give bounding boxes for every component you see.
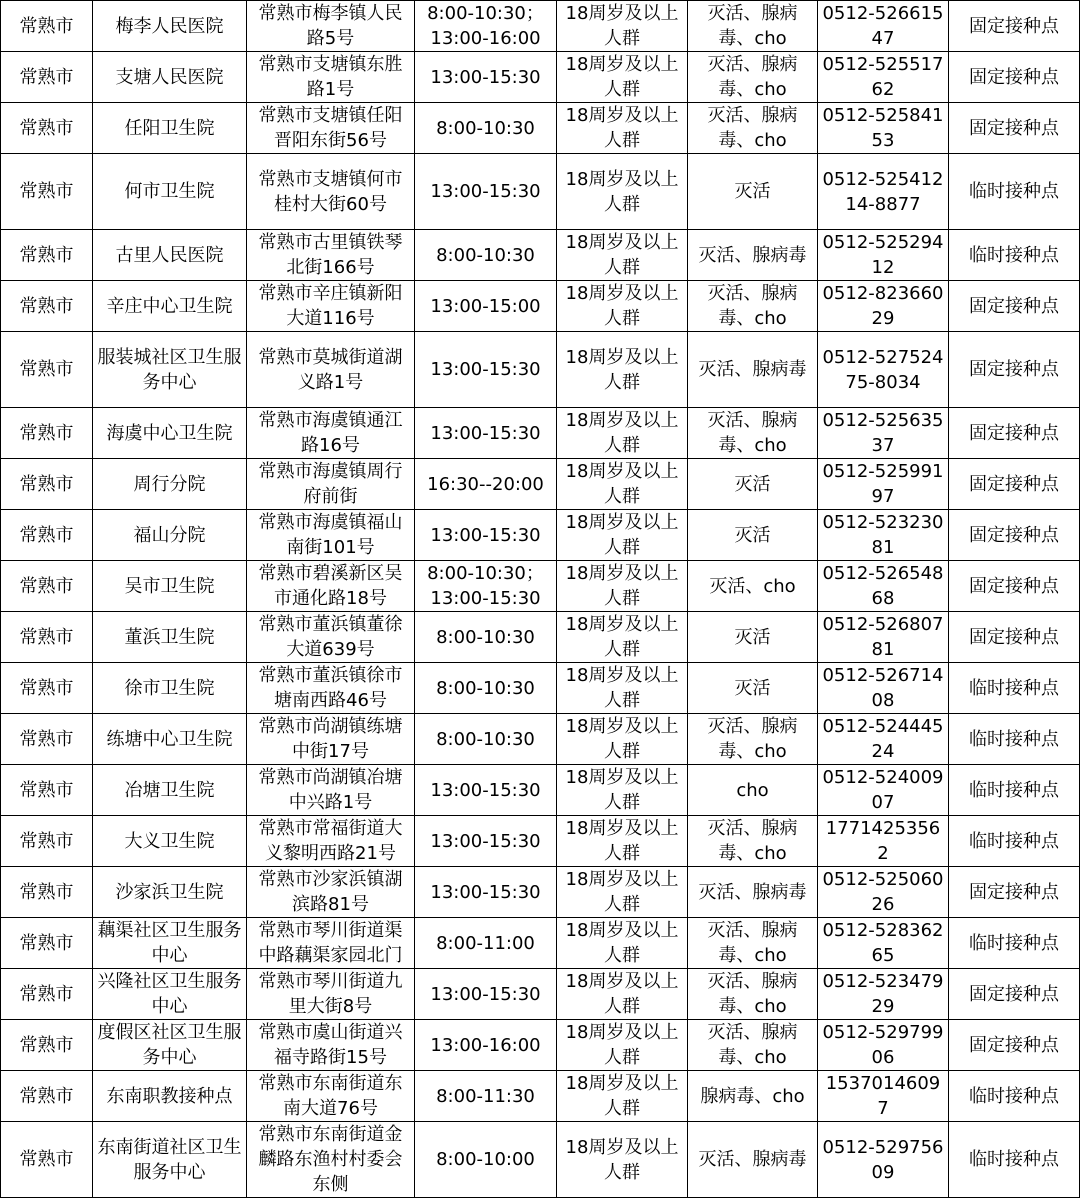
- site-name-cell: 周行分院: [93, 459, 247, 510]
- address-cell: 常熟市常福街道大义黎明西路21号: [247, 816, 415, 867]
- vaccine-type-cell: 灭活: [688, 612, 818, 663]
- address-cell: 常熟市海虞镇福山南街101号: [247, 510, 415, 561]
- site-name-cell: 东南街道社区卫生服务中心: [93, 1122, 247, 1198]
- hours-cell: 8:00-10:30: [415, 103, 557, 154]
- table-row: [1, 561, 1080, 612]
- phone-cell: 0512-52836265: [818, 918, 949, 969]
- vaccine-type-cell: 腺病毒、cho: [688, 1071, 818, 1122]
- site-type-cell: 临时接种点: [949, 714, 1080, 765]
- city-cell: 常熟市: [1, 1071, 93, 1122]
- site-type-cell: 固定接种点: [949, 103, 1080, 154]
- address-cell: 常熟市支塘镇东胜路1号: [247, 52, 415, 103]
- address-cell: 常熟市莫城街道湖义路1号: [247, 332, 415, 408]
- hours-cell: 8:00-10:30: [415, 714, 557, 765]
- target-group-cell: 18周岁及以上人群: [557, 52, 688, 103]
- site-type-cell: 临时接种点: [949, 918, 1080, 969]
- table-row: [1, 103, 1080, 154]
- site-type-cell: 固定接种点: [949, 1020, 1080, 1071]
- phone-cell: 0512-52671408: [818, 663, 949, 714]
- city-cell: 常熟市: [1, 816, 93, 867]
- address-cell: 常熟市尚湖镇冶塘中兴路1号: [247, 765, 415, 816]
- phone-cell: 15370146097: [818, 1071, 949, 1122]
- table-row: [1, 1122, 1080, 1198]
- city-cell: 常熟市: [1, 230, 93, 281]
- site-name-cell: 何市卫生院: [93, 154, 247, 230]
- table-row: [1, 230, 1080, 281]
- site-type-cell: 临时接种点: [949, 1122, 1080, 1198]
- hours-cell: 13:00-15:30: [415, 816, 557, 867]
- vaccine-type-cell: 灭活、腺病毒、cho: [688, 714, 818, 765]
- site-type-cell: 固定接种点: [949, 510, 1080, 561]
- table-row: [1, 918, 1080, 969]
- table-row: [1, 867, 1080, 918]
- city-cell: 常熟市: [1, 154, 93, 230]
- address-cell: 常熟市海虞镇周行府前街: [247, 459, 415, 510]
- table-row: [1, 1071, 1080, 1122]
- city-cell: 常熟市: [1, 561, 93, 612]
- phone-cell: 0512-52506026: [818, 867, 949, 918]
- phone-cell: 0512-52551762: [818, 52, 949, 103]
- target-group-cell: 18周岁及以上人群: [557, 561, 688, 612]
- vaccine-type-cell: 灭活、腺病毒: [688, 1122, 818, 1198]
- address-cell: 常熟市董浜镇董徐大道639号: [247, 612, 415, 663]
- phone-cell: 0512-52529412: [818, 230, 949, 281]
- phone-cell: 0512-52347929: [818, 969, 949, 1020]
- phone-cell: 0512-52975609: [818, 1122, 949, 1198]
- phone-cell: 0512-52680781: [818, 612, 949, 663]
- vaccine-type-cell: 灭活、腺病毒、cho: [688, 281, 818, 332]
- vaccine-type-cell: 灭活: [688, 459, 818, 510]
- hours-cell: 13:00-15:00: [415, 281, 557, 332]
- table-row: [1, 663, 1080, 714]
- address-cell: 常熟市海虞镇通江路16号: [247, 408, 415, 459]
- address-cell: 常熟市梅李镇人民路5号: [247, 1, 415, 52]
- phone-cell: 17714253562: [818, 816, 949, 867]
- table-row: [1, 816, 1080, 867]
- hours-cell: 13:00-15:30: [415, 52, 557, 103]
- vaccine-type-cell: 灭活、腺病毒: [688, 230, 818, 281]
- site-name-cell: 沙家浜卫生院: [93, 867, 247, 918]
- phone-cell: 0512-52444524: [818, 714, 949, 765]
- table-body: [1, 1, 1080, 1198]
- target-group-cell: 18周岁及以上人群: [557, 765, 688, 816]
- site-name-cell: 古里人民医院: [93, 230, 247, 281]
- site-type-cell: 固定接种点: [949, 52, 1080, 103]
- hours-cell: 13:00-15:30: [415, 510, 557, 561]
- site-type-cell: 固定接种点: [949, 408, 1080, 459]
- target-group-cell: 18周岁及以上人群: [557, 714, 688, 765]
- hours-cell: 8:00-10:30: [415, 612, 557, 663]
- target-group-cell: 18周岁及以上人群: [557, 867, 688, 918]
- target-group-cell: 18周岁及以上人群: [557, 459, 688, 510]
- city-cell: 常熟市: [1, 765, 93, 816]
- phone-cell: 0512-52654868: [818, 561, 949, 612]
- vaccine-type-cell: 灭活、腺病毒、cho: [688, 1, 818, 52]
- target-group-cell: 18周岁及以上人群: [557, 332, 688, 408]
- table-row: [1, 281, 1080, 332]
- city-cell: 常熟市: [1, 1122, 93, 1198]
- hours-cell: 13:00-16:00: [415, 1020, 557, 1071]
- site-name-cell: 梅李人民医院: [93, 1, 247, 52]
- site-type-cell: 临时接种点: [949, 154, 1080, 230]
- target-group-cell: 18周岁及以上人群: [557, 510, 688, 561]
- site-type-cell: 固定接种点: [949, 281, 1080, 332]
- target-group-cell: 18周岁及以上人群: [557, 154, 688, 230]
- site-name-cell: 兴隆社区卫生服务中心: [93, 969, 247, 1020]
- hours-cell: 8:00-10:30； 13:00-16:00: [415, 1, 557, 52]
- city-cell: 常熟市: [1, 459, 93, 510]
- address-cell: 常熟市董浜镇徐市塘南西路46号: [247, 663, 415, 714]
- target-group-cell: 18周岁及以上人群: [557, 408, 688, 459]
- hours-cell: 8:00-10:00: [415, 1122, 557, 1198]
- site-name-cell: 度假区社区卫生服务中心: [93, 1020, 247, 1071]
- address-cell: 常熟市琴川街道渠中路藕渠家园北门: [247, 918, 415, 969]
- table-row: [1, 459, 1080, 510]
- site-name-cell: 练塘中心卫生院: [93, 714, 247, 765]
- table-row: [1, 332, 1080, 408]
- hours-cell: 8:00-10:30: [415, 663, 557, 714]
- vaccine-type-cell: 灭活、腺病毒、cho: [688, 1020, 818, 1071]
- site-type-cell: 固定接种点: [949, 1, 1080, 52]
- target-group-cell: 18周岁及以上人群: [557, 612, 688, 663]
- site-name-cell: 任阳卫生院: [93, 103, 247, 154]
- city-cell: 常熟市: [1, 1020, 93, 1071]
- vaccine-type-cell: cho: [688, 765, 818, 816]
- site-type-cell: 固定接种点: [949, 332, 1080, 408]
- address-cell: 常熟市东南街道东南大道76号: [247, 1071, 415, 1122]
- hours-cell: 13:00-15:30: [415, 969, 557, 1020]
- hours-cell: 8:00-10:30: [415, 230, 557, 281]
- site-type-cell: 临时接种点: [949, 1071, 1080, 1122]
- address-cell: 常熟市虞山街道兴福寺路街15号: [247, 1020, 415, 1071]
- phone-cell: 0512-52979906: [818, 1020, 949, 1071]
- city-cell: 常熟市: [1, 408, 93, 459]
- address-cell: 常熟市支塘镇何市桂村大街60号: [247, 154, 415, 230]
- vaccine-type-cell: 灭活、腺病毒、cho: [688, 103, 818, 154]
- site-name-cell: 藕渠社区卫生服务中心: [93, 918, 247, 969]
- hours-cell: 13:00-15:30: [415, 154, 557, 230]
- target-group-cell: 18周岁及以上人群: [557, 230, 688, 281]
- address-cell: 常熟市支塘镇任阳晋阳东街56号: [247, 103, 415, 154]
- target-group-cell: 18周岁及以上人群: [557, 1071, 688, 1122]
- phone-cell: 0512-52400907: [818, 765, 949, 816]
- table-row: [1, 612, 1080, 663]
- table-row: [1, 1020, 1080, 1071]
- table-row: [1, 154, 1080, 230]
- vaccine-type-cell: 灭活、cho: [688, 561, 818, 612]
- address-cell: 常熟市碧溪新区吴市通化路18号: [247, 561, 415, 612]
- target-group-cell: 18周岁及以上人群: [557, 103, 688, 154]
- city-cell: 常熟市: [1, 52, 93, 103]
- table-row: [1, 1, 1080, 52]
- address-cell: 常熟市古里镇铁琴北街166号: [247, 230, 415, 281]
- phone-cell: 0512-52752475-8034: [818, 332, 949, 408]
- city-cell: 常熟市: [1, 103, 93, 154]
- city-cell: 常熟市: [1, 663, 93, 714]
- hours-cell: 13:00-15:30: [415, 408, 557, 459]
- phone-cell: 0512-52323081: [818, 510, 949, 561]
- site-name-cell: 海虞中心卫生院: [93, 408, 247, 459]
- city-cell: 常熟市: [1, 281, 93, 332]
- table-row: [1, 52, 1080, 103]
- table-row: [1, 510, 1080, 561]
- phone-cell: 0512-52584153: [818, 103, 949, 154]
- table-row: [1, 714, 1080, 765]
- hours-cell: 13:00-15:30: [415, 332, 557, 408]
- hours-cell: 8:00-11:30: [415, 1071, 557, 1122]
- site-type-cell: 临时接种点: [949, 765, 1080, 816]
- vaccine-type-cell: 灭活、腺病毒、cho: [688, 969, 818, 1020]
- target-group-cell: 18周岁及以上人群: [557, 1, 688, 52]
- city-cell: 常熟市: [1, 918, 93, 969]
- vaccine-type-cell: 灭活、腺病毒、cho: [688, 816, 818, 867]
- city-cell: 常熟市: [1, 714, 93, 765]
- city-cell: 常熟市: [1, 1, 93, 52]
- phone-cell: 0512-52661547: [818, 1, 949, 52]
- hours-cell: 8:00-10:30； 13:00-15:30: [415, 561, 557, 612]
- table-row: [1, 969, 1080, 1020]
- target-group-cell: 18周岁及以上人群: [557, 816, 688, 867]
- vaccine-type-cell: 灭活、腺病毒、cho: [688, 52, 818, 103]
- phone-cell: 0512-82366029: [818, 281, 949, 332]
- vaccine-type-cell: 灭活、腺病毒、cho: [688, 408, 818, 459]
- target-group-cell: 18周岁及以上人群: [557, 663, 688, 714]
- hours-cell: 13:00-15:30: [415, 867, 557, 918]
- city-cell: 常熟市: [1, 332, 93, 408]
- site-name-cell: 吴市卫生院: [93, 561, 247, 612]
- city-cell: 常熟市: [1, 612, 93, 663]
- phone-cell: 0512-52541214-8877: [818, 154, 949, 230]
- site-name-cell: 东南职教接种点: [93, 1071, 247, 1122]
- site-name-cell: 大义卫生院: [93, 816, 247, 867]
- vaccine-type-cell: 灭活: [688, 510, 818, 561]
- address-cell: 常熟市琴川街道九里大街8号: [247, 969, 415, 1020]
- site-type-cell: 临时接种点: [949, 230, 1080, 281]
- address-cell: 常熟市东南街道金麟路东渔村村委会东侧: [247, 1122, 415, 1198]
- site-type-cell: 固定接种点: [949, 612, 1080, 663]
- vaccine-type-cell: 灭活: [688, 663, 818, 714]
- address-cell: 常熟市辛庄镇新阳大道116号: [247, 281, 415, 332]
- hours-cell: 16:30--20:00: [415, 459, 557, 510]
- site-name-cell: 徐市卫生院: [93, 663, 247, 714]
- vaccine-type-cell: 灭活: [688, 154, 818, 230]
- table-row: [1, 408, 1080, 459]
- address-cell: 常熟市尚湖镇练塘中街17号: [247, 714, 415, 765]
- target-group-cell: 18周岁及以上人群: [557, 1122, 688, 1198]
- site-type-cell: 临时接种点: [949, 663, 1080, 714]
- target-group-cell: 18周岁及以上人群: [557, 969, 688, 1020]
- target-group-cell: 18周岁及以上人群: [557, 281, 688, 332]
- site-name-cell: 福山分院: [93, 510, 247, 561]
- site-name-cell: 辛庄中心卫生院: [93, 281, 247, 332]
- site-type-cell: 固定接种点: [949, 969, 1080, 1020]
- site-type-cell: 固定接种点: [949, 867, 1080, 918]
- vaccine-type-cell: 灭活、腺病毒: [688, 867, 818, 918]
- hours-cell: 13:00-15:30: [415, 765, 557, 816]
- city-cell: 常熟市: [1, 867, 93, 918]
- phone-cell: 0512-52563537: [818, 408, 949, 459]
- site-name-cell: 冶塘卫生院: [93, 765, 247, 816]
- site-type-cell: 固定接种点: [949, 459, 1080, 510]
- phone-cell: 0512-52599197: [818, 459, 949, 510]
- target-group-cell: 18周岁及以上人群: [557, 1020, 688, 1071]
- vaccine-type-cell: 灭活、腺病毒: [688, 332, 818, 408]
- table-row: [1, 765, 1080, 816]
- site-name-cell: 服装城社区卫生服务中心: [93, 332, 247, 408]
- site-name-cell: 支塘人民医院: [93, 52, 247, 103]
- city-cell: 常熟市: [1, 510, 93, 561]
- site-type-cell: 临时接种点: [949, 816, 1080, 867]
- address-cell: 常熟市沙家浜镇湖滨路81号: [247, 867, 415, 918]
- city-cell: 常熟市: [1, 969, 93, 1020]
- site-name-cell: 董浜卫生院: [93, 612, 247, 663]
- hours-cell: 8:00-11:00: [415, 918, 557, 969]
- site-type-cell: 固定接种点: [949, 561, 1080, 612]
- vaccine-type-cell: 灭活、腺病毒、cho: [688, 918, 818, 969]
- target-group-cell: 18周岁及以上人群: [557, 918, 688, 969]
